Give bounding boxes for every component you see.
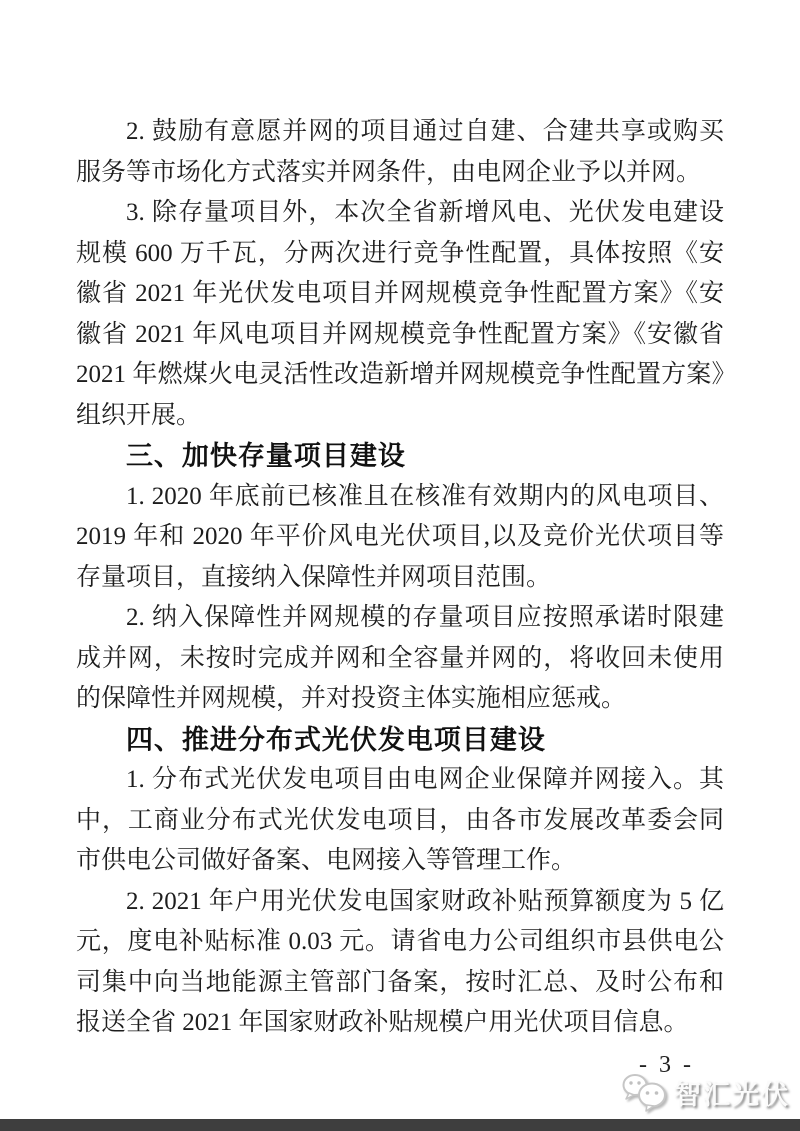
paragraph-guaranteed-grid-deadline: 2. 纳入保障性并网规模的存量项目应按照承诺时限建成并网，未按时完成并网和全容量并网的，将收回未使用的保障性并网规模，并对投资主体实施相应惩戒。 [76,604,724,712]
section-heading-3-existing-projects: 三、加快存量项目建设 [125,441,406,471]
page-number: - 3 - [639,1051,694,1078]
paragraph-market-grid-connection: 2. 鼓励有意愿并网的项目通过自建、合建共享或购买服务等市场化方式落实并网条件，由电网企业予以并网。 [76,118,724,186]
paragraph-distributed-pv-access: 1. 分布式光伏发电项目由电网企业保障并网接入。其中，工商业分布式光伏发电项目，由各市发展改革委会同市供电公司做好备案、电网接入等管理工作。 [76,766,724,874]
brand-watermark [621,1072,790,1112]
paragraph-approved-projects-scope: 1. 2020 年底前已核准且在核准有效期内的风电项目、2019 年和 2020 年平价风电光伏项目,以及竞价光伏项目等存量项目，直接纳入保障性并网项目范围。 [76,482,724,591]
section-heading-4-distributed-pv: 四、推进分布式光伏发电项目建设 [125,724,546,755]
brand-name: 智汇光伏 [674,1079,790,1110]
paragraph-new-capacity-allocation: 3. 除存量项目外，本次全省新增风电、光伏发电建设规模 600 万千瓦，分两次进行竞争性配置，具体按照《安徽省 2021 年光伏发电项目并网规模竞争性配置方案》《安徽省 2021 年风电项目并网规模竞争性配置方案》《安徽省 2021 年燃煤火电灵活性改造新增并网规模竞争性配置方案》组织开展。 [76,199,724,429]
wechat-icon [621,1072,669,1112]
paragraph-household-pv-subsidy: 2. 2021 年户用光伏发电国家财政补贴预算额度为 5 亿元，度电补贴标准 0.03 元。请省电力公司组织市县供电公司集中向当地能源主管部门备案，按时汇总、及时公布和报送全省 2021 年国家财政补贴规模户用光伏项目信息。 [76,887,724,1036]
bottom-bar [0,1119,800,1131]
